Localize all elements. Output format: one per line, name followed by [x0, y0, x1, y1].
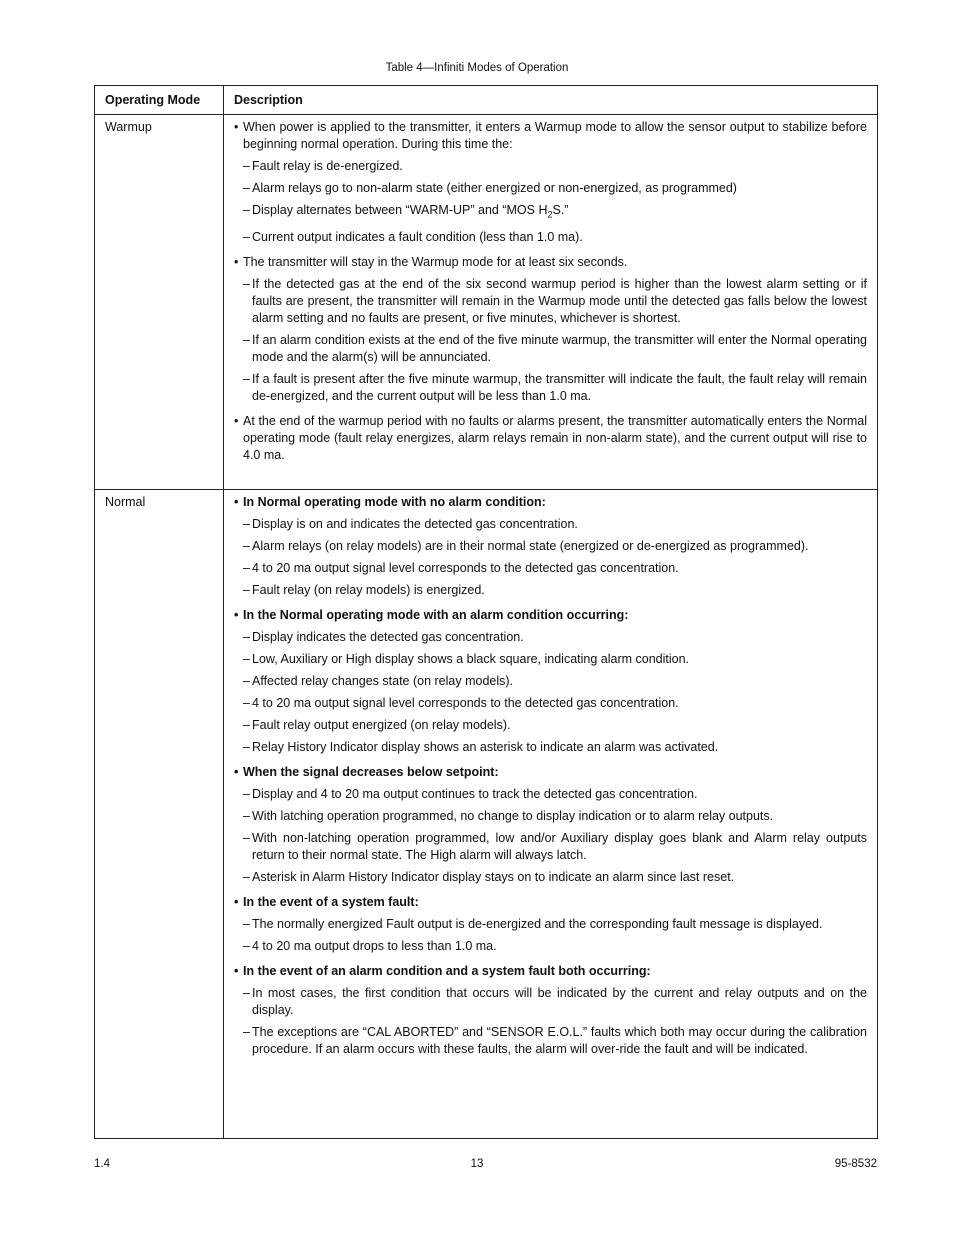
sub-item-text: Current output indicates a fault condition (less than 1.0 ma).	[252, 229, 583, 244]
dash-icon: –	[243, 181, 250, 195]
bullet-icon: •	[234, 413, 239, 428]
sub-item-text: If the detected gas at the end of the six second warmup period is higher than the lowest alarm setting or if faults are present, the transmitter will remain in the Warmup mode until the detected gas falls below the lowest alarm setting and no faults are present, or five minutes, whichever is shortest.	[252, 276, 867, 325]
dash-icon: –	[243, 583, 250, 597]
sub-item-text: Fault relay (on relay models) is energized.	[252, 583, 485, 597]
sub-item-text: Display and 4 to 20 ma output continues to track the detected gas concentration.	[252, 787, 698, 801]
sub-item-text: The exceptions are “CAL ABORTED” and “SENSOR E.O.L.” faults which both may occur during the calibration procedure. If an alarm occurs with these faults, the alarm will over-ride the fault and will be indicated.	[252, 1025, 867, 1056]
bullet-icon: •	[234, 120, 239, 134]
sub-item-text: Display alternates between “WARM-UP” and “MOS $H_2S$.”	[252, 203, 569, 220]
sub-item	[234, 582, 867, 599]
bullet-icon: •	[234, 964, 239, 978]
sub-item	[234, 717, 867, 734]
sub-item	[234, 332, 867, 366]
bullet-point	[234, 764, 867, 781]
sub-item-text: Relay History Indicator display shows an asterisk to indicate an alarm was activated.	[252, 740, 719, 754]
sub-item-text: Alarm relays go to non-alarm state (either energized or non-energized, as programmed)	[252, 181, 737, 195]
dash-icon: –	[243, 630, 250, 644]
dash-icon: –	[243, 652, 250, 666]
bullet-icon: •	[234, 495, 239, 509]
sub-item-text: If a fault is present after the five minute warmup, the transmitter will indicate the fault, the fault relay will remain de-energized, and the current output will be less than 1.0 ma.	[252, 371, 867, 403]
sub-item	[234, 916, 867, 933]
description-block	[234, 254, 867, 405]
footer-document-number: 95-8532	[834, 1158, 877, 1170]
sub-item	[234, 202, 867, 224]
sub-item	[234, 180, 867, 197]
bullet-text: When the signal decreases below setpoint:	[243, 765, 499, 779]
sub-item-text: The normally energized Fault output is de-energized and the corresponding fault message is displayed.	[252, 917, 823, 931]
dash-icon: –	[243, 1025, 250, 1039]
dash-icon: –	[243, 203, 250, 217]
dash-icon: –	[243, 371, 250, 386]
sub-item	[234, 786, 867, 803]
sub-item-text: Low, Auxiliary or High display shows a black square, indicating alarm condition.	[252, 652, 690, 666]
sub-item-text: If an alarm condition exists at the end of the five minute warmup, the transmitter will enter the Normal operating mode and the alarm(s) will be annunciated.	[252, 332, 867, 364]
sub-item-text: 4 to 20 ma output signal level corresponds to the detected gas concentration.	[252, 696, 679, 710]
sub-item	[234, 739, 867, 756]
sub-item-text: 4 to 20 ma output drops to less than 1.0 ma.	[252, 939, 497, 953]
sub-item	[234, 808, 867, 825]
bullet-point	[234, 254, 867, 271]
sub-item	[234, 538, 867, 555]
sub-item-text: Fault relay is de-energized.	[252, 159, 403, 173]
sub-item	[234, 651, 867, 668]
dash-icon: –	[243, 276, 250, 291]
description-block	[234, 494, 867, 599]
dash-icon: –	[243, 870, 250, 884]
sub-item	[234, 560, 867, 577]
table-header-row	[95, 86, 878, 115]
bullet-point	[234, 963, 867, 980]
sub-item-text: 4 to 20 ma output signal level corresponds to the detected gas concentration.	[252, 561, 679, 575]
sub-item	[234, 276, 867, 327]
dash-icon: –	[243, 787, 250, 801]
table-body	[95, 115, 878, 1139]
description-block	[234, 413, 867, 464]
dash-icon: –	[243, 332, 250, 347]
dash-icon: –	[243, 517, 250, 531]
bullet-point	[234, 413, 867, 464]
operating-mode-cell: Warmup	[95, 115, 224, 490]
bullet-point	[234, 607, 867, 624]
sub-item-text: With non-latching operation programmed, low and/or Auxiliary display goes blank and Alarm relay outputs return to their normal state. The High alarm will always latch.	[252, 831, 867, 862]
operating-mode-cell: Normal	[95, 490, 224, 1139]
footer-page-number: 13	[470, 1158, 484, 1170]
sub-item-text: Affected relay changes state (on relay models).	[252, 674, 514, 688]
dash-icon: –	[243, 986, 250, 1000]
sub-item	[234, 830, 867, 864]
bullet-icon: •	[234, 765, 239, 779]
bullet-point	[234, 894, 867, 911]
sub-item-text: Fault relay output energized (on relay models).	[252, 718, 511, 732]
sub-item-text: Display indicates the detected gas concentration.	[252, 630, 524, 644]
dash-icon: –	[243, 831, 250, 845]
bullet-icon: •	[234, 608, 239, 622]
dash-icon: –	[243, 718, 250, 732]
description-block	[234, 894, 867, 955]
bullet-icon: •	[234, 254, 239, 269]
dash-icon: –	[243, 539, 250, 553]
dash-icon: –	[243, 740, 250, 754]
dash-icon: –	[243, 917, 250, 931]
header-description: Description	[224, 86, 878, 115]
dash-icon: –	[243, 674, 250, 688]
bullet-text: In the event of a system fault:	[243, 895, 419, 909]
description-cell	[224, 490, 878, 1139]
sub-item	[234, 869, 867, 886]
bullet-text: When power is applied to the transmitter, it enters a Warmup mode to allow the sensor output to stabilize before beginning normal operation. During this time the:	[243, 120, 867, 151]
sub-item-text: In most cases, the first condition that occurs will be indicated by the current and relay outputs and on the display.	[252, 986, 867, 1017]
sub-item	[234, 985, 867, 1019]
bullet-point	[234, 119, 867, 153]
sub-item	[234, 158, 867, 175]
modes-table	[94, 85, 878, 1139]
footer-section-number: 1.4	[94, 1158, 110, 1170]
sub-item-text: Asterisk in Alarm History Indicator display stays on to indicate an alarm since last reset.	[252, 870, 735, 884]
bullet-text: In the Normal operating mode with an alarm condition occurring:	[243, 608, 629, 622]
description-block	[234, 119, 867, 246]
bullet-point	[234, 494, 867, 511]
sub-item	[234, 1024, 867, 1058]
sub-item	[234, 629, 867, 646]
bullet-text: At the end of the warmup period with no faults or alarms present, the transmitter automatically enters the Normal operating mode (fault relay energizes, alarm relays remain in non-alarm state), and the current output will rise to 4.0 ma.	[243, 413, 867, 462]
description-block	[234, 963, 867, 1058]
dash-icon: –	[243, 159, 250, 173]
sub-item	[234, 229, 867, 246]
bullet-icon: •	[234, 895, 239, 909]
bullet-text: In the event of an alarm condition and a system fault both occurring:	[243, 964, 651, 978]
table-row	[95, 490, 878, 1139]
sub-item-text: Display is on and indicates the detected gas concentration.	[252, 517, 578, 531]
dash-icon: –	[243, 561, 250, 575]
sub-item	[234, 695, 867, 712]
sub-item-text: Alarm relays (on relay models) are in their normal state (energized or de-energized as programmed).	[252, 539, 809, 553]
bullet-text: In Normal operating mode with no alarm condition:	[243, 495, 546, 509]
sub-item	[234, 371, 867, 405]
sub-item	[234, 673, 867, 690]
dash-icon: –	[243, 809, 250, 823]
sub-item	[234, 516, 867, 533]
description-cell	[224, 115, 878, 490]
sub-item-text: With latching operation programmed, no change to display indication or to alarm relay outputs.	[252, 809, 774, 823]
sub-item	[234, 938, 867, 955]
description-block	[234, 607, 867, 756]
dash-icon: –	[243, 229, 250, 244]
dash-icon: –	[243, 696, 250, 710]
header-operating-mode: Operating Mode	[95, 86, 224, 115]
dash-icon: –	[243, 939, 250, 953]
table-row	[95, 115, 878, 490]
description-block	[234, 764, 867, 886]
table-caption: Table 4—Infiniti Modes of Operation	[385, 62, 569, 74]
bullet-text: The transmitter will stay in the Warmup mode for at least six seconds.	[243, 254, 628, 269]
